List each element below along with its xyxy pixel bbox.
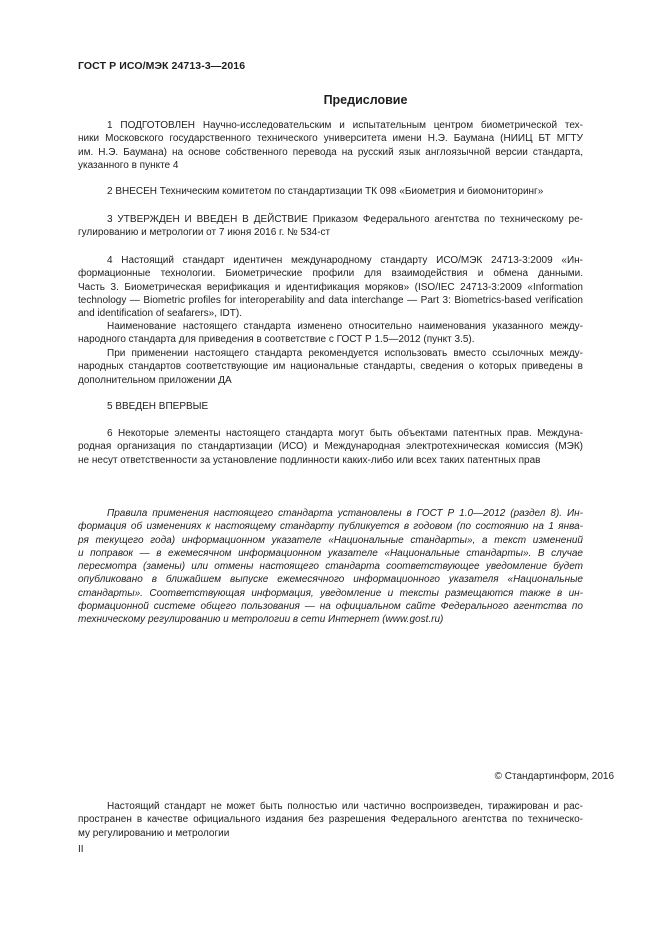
paragraph-identical [78, 254, 583, 320]
copyright: © Стандартинформ, 2016 [494, 771, 614, 782]
text-line: 3 УТВЕРЖДЕН И ВВЕДЕН В ДЕЙСТВИЕ Приказом Федерального агентства по техническому ре- [107, 214, 583, 225]
text-line: 4 Настоящий стандарт идентичен международному стандарту ИСО/МЭК 24713-3:2009 «Ин- [107, 255, 583, 266]
text-line: народных стандартов соответствующие им национальные стандарты, сведения о которых приведены в [78, 361, 583, 373]
text-line: формационные технологии. Биометрические профили для взаимодействия и обмена данными. [78, 268, 583, 280]
page-number: II [78, 844, 84, 855]
text-line: 1 ПОДГОТОВЛЕН Научно-исследовательским и испытательным центром биометрической тех- [107, 120, 583, 131]
reproduction-notice [78, 800, 583, 840]
text-line: and identification of seafarers», IDT). [78, 308, 242, 320]
text-line: ря текущего года) информационном указателе «Национальные стандарты», а текст изменений [78, 534, 583, 546]
paragraph-prepared [78, 119, 583, 172]
paragraph-references [78, 347, 583, 387]
text-line: указанного в пункте 4 [78, 159, 179, 171]
text-line: ники Московского государственного технического университета имени Н.Э. Баумана (НИИЦ БТ МГТУ [78, 133, 583, 145]
text-line: му регулированию и метрологии [78, 827, 230, 839]
text-line: техническому регулированию и метрологии в сети Интернет (www.gost.ru) [78, 614, 444, 626]
text-line: формационной системе общего пользования — на официальном сайте Федерального агентства по [78, 601, 583, 613]
text-line: родная организация по стандартизации (ИСО) и Международная электротехническая комиссия (МЭК) [78, 441, 583, 453]
text-line: Правила применения настоящего стандарта установлены в ГОСТ Р 1.0—2012 (раздел 8). Ин- [107, 508, 583, 519]
paragraph-patents [78, 427, 583, 467]
page-header: ГОСТ Р ИСО/МЭК 24713-3—2016 [78, 60, 246, 72]
paragraph-submitted [78, 185, 583, 198]
text-line: Наименование настоящего стандарта изменено относительно наименования указанного между- [107, 321, 583, 332]
text-line: 6 Некоторые элементы настоящего стандарта могут быть объектами патентных прав. Междуна- [107, 428, 583, 439]
text-line: пространен в качестве официального издания без разрешения Федерального агентства по техническо- [78, 814, 583, 826]
text-line: Настоящий стандарт не может быть полностью или частично воспроизведен, тиражирован и рас- [107, 801, 583, 812]
text-line: им. Н.Э. Баумана) на основе собственного перевода на русский язык англоязычной версии стандарта, [78, 146, 583, 158]
text-line: пересмотра (замены) или отмены настоящего стандарта соответствующее уведомление будет [78, 561, 583, 573]
text-line: technology — Biometric profiles for interoperability and data interchange — Part 3: Biometrics-based verification [78, 294, 583, 306]
text-line: При применении настоящего стандарта рекомендуется использовать вместо ссылочных между- [107, 348, 583, 359]
text-line: не несут ответственности за установление подлинности каких-либо или всех таких патентных прав [78, 454, 541, 466]
section-title: Предисловие [323, 93, 408, 107]
paragraph-approved [78, 213, 583, 240]
text-line: Часть 3. Биометрическая верификация и идентификация моряков» (ISO/IEC 24713-3:2009 «Information [78, 281, 583, 293]
paragraph-name-change [78, 320, 583, 347]
text-line: дополнительном приложении ДА [78, 374, 232, 386]
text-line: формация об изменениях к настоящему стандарту публикуется в годовом (по состоянию на 1 янва- [78, 521, 583, 533]
text-line: гулированию и метрологии от 7 июня 2016 г. № 534-ст [78, 227, 331, 239]
text-line: 2 ВНЕСЕН Техническим комитетом по стандартизации ТК 098 «Биометрия и биомониторинг» [107, 186, 544, 197]
paragraph-first-introduced [78, 400, 583, 413]
text-line: опубликовано в ближайшем выпуске ежемесячного информационного указателя «Национальные [78, 574, 583, 586]
application-rules-notice [78, 507, 583, 627]
text-line: стандарты». Соответствующая информация, уведомление и тексты размещаются также в ин- [78, 587, 583, 599]
text-line: 5 ВВЕДЕН ВПЕРВЫЕ [107, 401, 209, 412]
text-line: и поправок — в ежемесячном информационном указателе «Национальные стандарты». В случае [78, 547, 583, 559]
text-line: народного стандарта для приведения в соответствие с ГОСТ Р 1.5—2012 (пункт 3.5). [78, 334, 475, 346]
